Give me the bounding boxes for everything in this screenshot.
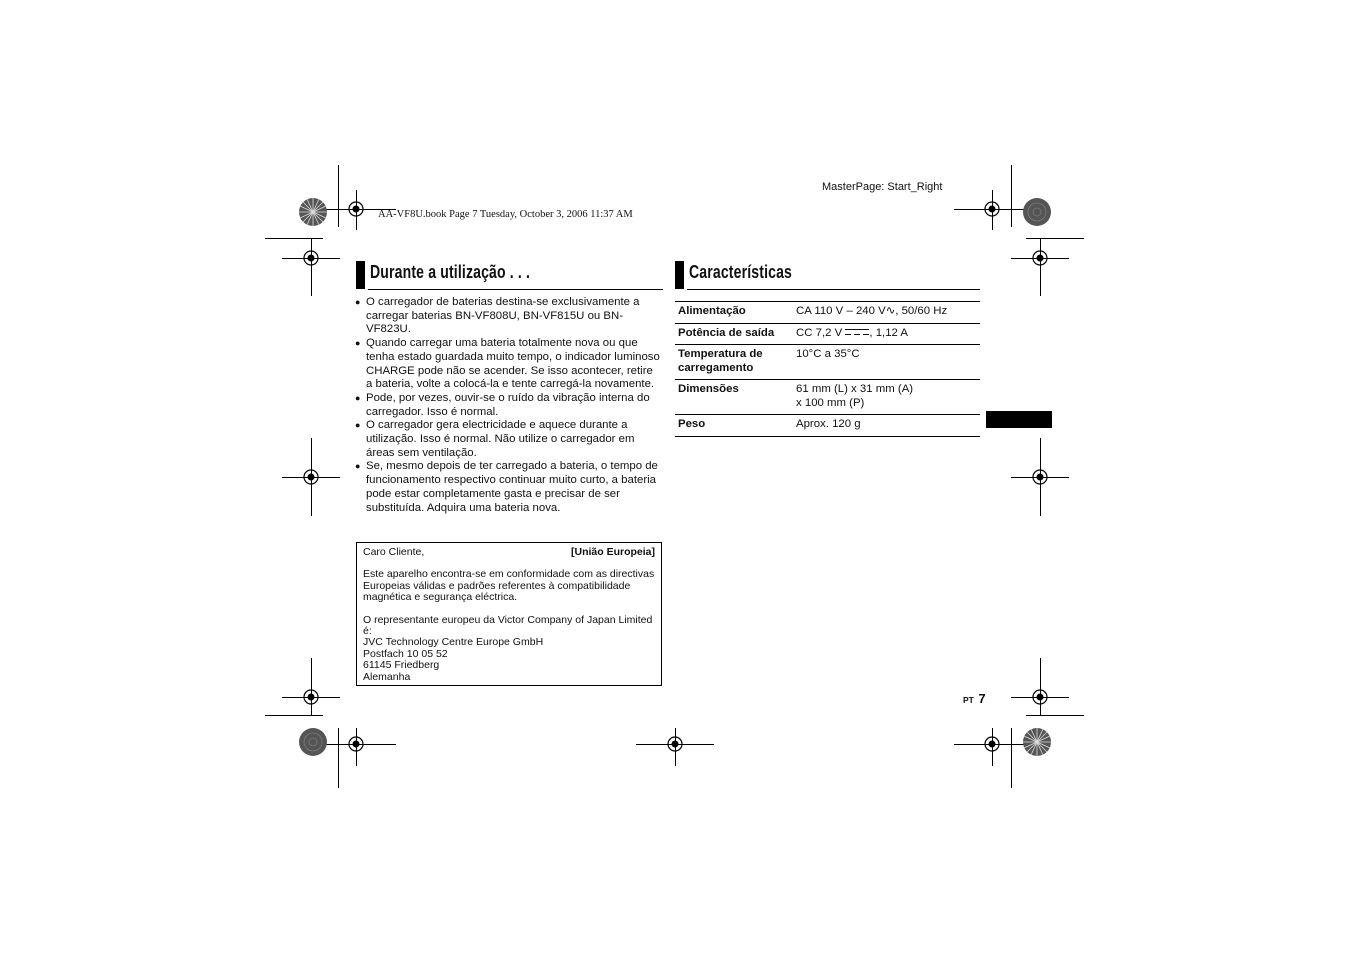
eu-rep-line: O representante europeu da Victor Company of Japan Limited é: bbox=[363, 613, 653, 638]
section-title-durante: Durante a utilização . . . bbox=[370, 262, 531, 282]
star-target-icon bbox=[298, 727, 328, 757]
list-item bbox=[355, 419, 661, 460]
specifications-table bbox=[675, 301, 980, 437]
list-item-text: Quando carregar uma bateria totalmente nova ou que tenha estado guardada muito tempo, o indicador luminoso CHARGE pode não se acender. Se isso acontecer, retire a bateria, volte a colocá-la e tente carregá-la novamente. bbox=[366, 337, 660, 391]
section-rule bbox=[687, 289, 980, 290]
spec-value: CA 110 V – 240 V∿, 50/60 Hz bbox=[793, 302, 980, 324]
spec-value: 10°C a 35°C bbox=[793, 345, 980, 380]
eu-notice-box bbox=[356, 542, 662, 686]
bullet-icon: ● bbox=[355, 461, 361, 472]
registration-target-icon bbox=[347, 200, 365, 218]
list-item-text: Se, mesmo depois de ter carregado a bateria, o tempo de funcionamento respectivo continuar muito curto, a bateria pode estar completamente gasta e precisar de ser substituída. Adquira uma bateria nova. bbox=[366, 460, 658, 514]
spec-value-line: 61 mm (L) x 31 mm (A) bbox=[796, 383, 914, 395]
table-row bbox=[675, 323, 980, 345]
list-item bbox=[355, 460, 661, 515]
eu-rep-line: Postfach 10 05 52 bbox=[363, 647, 448, 660]
spec-key: Dimensões bbox=[675, 380, 793, 415]
master-page-label: MasterPage: Start_Right bbox=[822, 181, 943, 193]
registration-target-icon bbox=[347, 735, 365, 753]
registration-target-icon bbox=[302, 688, 320, 706]
list-item-text: O carregador de baterias destina-se exclusivamente a carregar baterias BN-VF808U, BN-VF815U ou BN-VF823U. bbox=[366, 296, 640, 336]
list-item bbox=[355, 337, 661, 392]
eu-tag: [União Europeia] bbox=[570, 546, 655, 558]
section-rule bbox=[368, 289, 663, 290]
spec-value-post: , 1,12 A bbox=[869, 326, 909, 339]
usage-notes-list bbox=[355, 296, 661, 515]
spec-value-line: x 100 mm (P) bbox=[796, 396, 865, 409]
eu-representative-block bbox=[363, 615, 655, 683]
list-item-text: Pode, por vezes, ouvir-se o ruído da vibração interna do carregador. Isso é normal. bbox=[366, 391, 650, 418]
section-title-caracteristicas: Características bbox=[689, 262, 793, 282]
list-item bbox=[355, 296, 661, 337]
eu-rep-line: JVC Technology Centre Europe GmbH bbox=[363, 636, 544, 649]
dc-symbol-icon bbox=[845, 327, 869, 337]
section-marker bbox=[356, 261, 365, 289]
registration-target-icon bbox=[1031, 468, 1049, 486]
eu-rep-line: Alemanha bbox=[363, 670, 411, 683]
star-target-icon bbox=[1022, 197, 1052, 227]
spec-key: Temperatura de carregamento bbox=[675, 345, 793, 380]
spec-value-pre: CC 7,2 V bbox=[796, 326, 843, 339]
registration-target-icon bbox=[302, 249, 320, 267]
bullet-icon: ● bbox=[355, 420, 361, 431]
eu-notice-header bbox=[363, 547, 655, 558]
spec-key: Potência de saída bbox=[675, 323, 793, 345]
star-target-icon bbox=[1022, 727, 1052, 757]
spec-key: Peso bbox=[675, 415, 793, 437]
list-item bbox=[355, 392, 661, 419]
book-info-line: AA-VF8U.book Page 7 Tuesday, October 3, 2006 11:37 AM bbox=[378, 209, 633, 220]
spec-value bbox=[793, 380, 980, 415]
language-code: PT bbox=[963, 695, 974, 705]
section-marker bbox=[675, 261, 684, 289]
table-row bbox=[675, 345, 980, 380]
registration-target-icon bbox=[983, 735, 1001, 753]
registration-target-icon bbox=[1031, 249, 1049, 267]
page-number bbox=[963, 690, 986, 708]
table-row bbox=[675, 302, 980, 324]
spec-key: Alimentação bbox=[675, 302, 793, 324]
table-row bbox=[675, 415, 980, 437]
bullet-icon: ● bbox=[355, 297, 361, 307]
registration-target-icon bbox=[983, 200, 1001, 218]
eu-rep-line: 61145 Friedberg bbox=[363, 659, 440, 672]
list-item-text: O carregador gera electricidade e aquece durante a utilização. Isso é normal. Não utilize o carregador em áreas sem ventilação. bbox=[366, 419, 635, 459]
eu-conformity-paragraph: Este aparelho encontra-se em conformidade com as directivas Europeias válidas e padrões referentes à compatibilidade magnética e segurança eléctrica. bbox=[363, 568, 655, 604]
table-row bbox=[675, 380, 980, 415]
spec-value bbox=[793, 323, 980, 345]
spec-value: Aprox. 120 g bbox=[793, 415, 980, 437]
page-number-value: 7 bbox=[978, 691, 986, 706]
language-tab bbox=[986, 411, 1052, 428]
bullet-icon: ● bbox=[355, 392, 361, 403]
eu-salutation: Caro Cliente, bbox=[363, 546, 425, 558]
registration-target-icon bbox=[1031, 688, 1049, 706]
star-target-icon bbox=[298, 197, 328, 227]
registration-target-icon bbox=[302, 468, 320, 486]
registration-target-icon bbox=[666, 735, 684, 753]
bullet-icon: ● bbox=[355, 338, 361, 349]
